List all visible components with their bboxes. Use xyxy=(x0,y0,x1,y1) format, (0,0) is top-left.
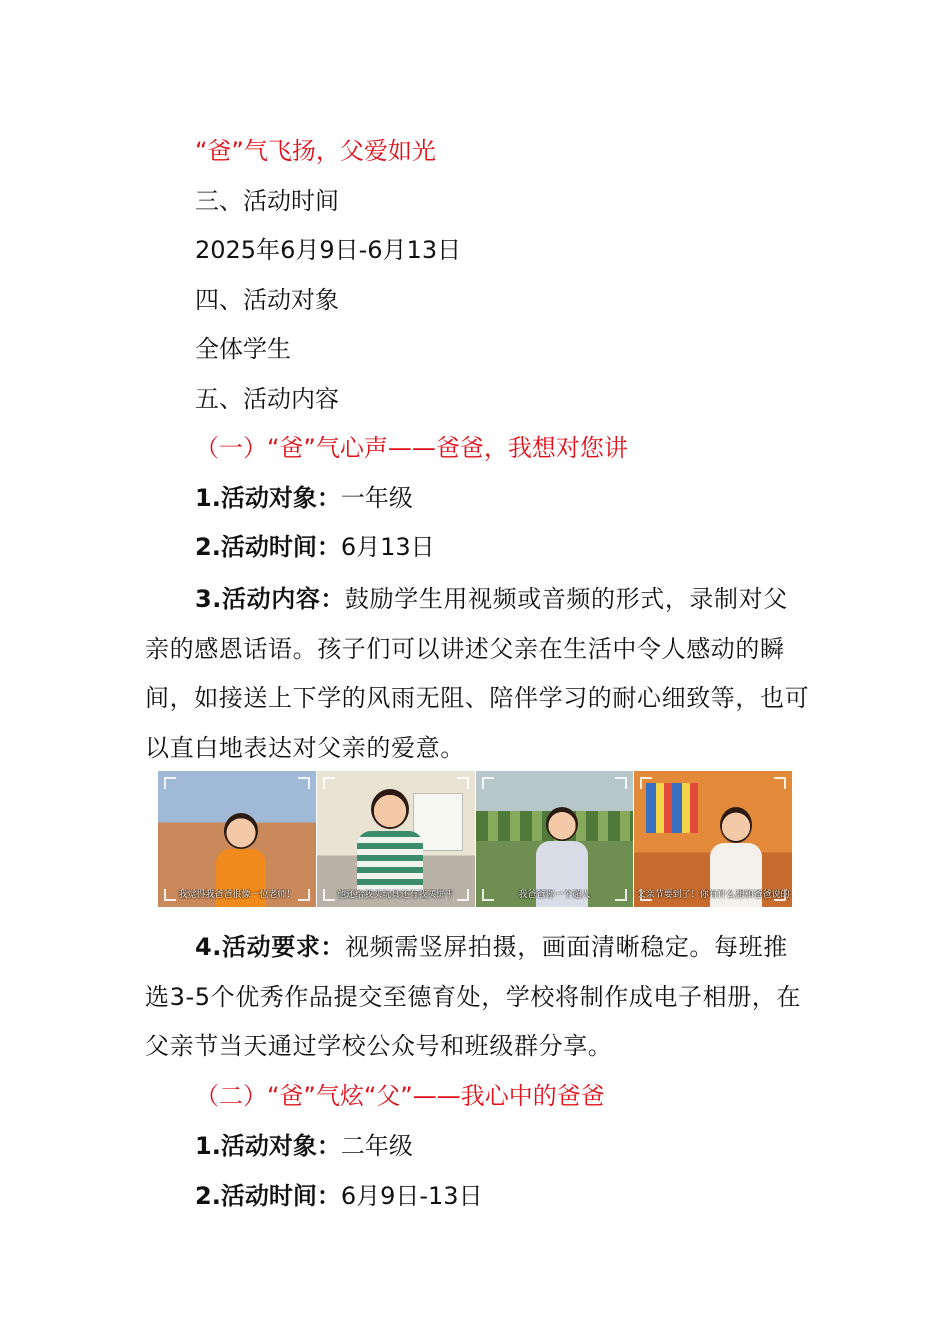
photo-caption: 我爸爸你一个超人 xyxy=(518,890,591,900)
wall-artwork xyxy=(646,783,698,833)
slogan-heading: “爸”气飞扬，父爱如光 xyxy=(195,137,436,165)
photo-strip xyxy=(158,771,792,907)
photo-caption: 我觉得我爸爸很像一位老师！ xyxy=(178,890,296,900)
activity-1-content xyxy=(145,575,810,773)
activity-1-content-value: 鼓励学生用视频或音频的形式，录制对父亲的感恩话语。孩子们可以讲述父亲在生活中令人感动的瞬间，如接送上下学的风雨无阻、陪伴学习的耐心细致等，也可以直白地表达对父亲的爱意。 xyxy=(145,585,810,762)
activity-2-target xyxy=(195,1130,413,1162)
activity-1-requirement-label: 4.活动要求： xyxy=(195,933,346,961)
activity-target-value: 全体学生 xyxy=(195,335,291,363)
activity-1-time xyxy=(195,531,435,563)
section-5-title: 五、活动内容 xyxy=(195,385,339,413)
activity-1-target xyxy=(195,482,413,514)
activity-1-time-label: 2.活动时间： xyxy=(195,533,341,561)
video-frame-3 xyxy=(476,771,635,907)
activity-1-time-value: 6月13日 xyxy=(340,533,435,561)
activity-time-value: 2025年6月9日-6月13日 xyxy=(195,236,462,264)
activity-1-content-label: 3.活动内容： xyxy=(195,585,346,613)
activity-2-target-value: 二年级 xyxy=(340,1132,413,1160)
child-figure xyxy=(371,789,409,829)
video-frame-1 xyxy=(158,771,317,907)
video-frame-2 xyxy=(317,771,476,907)
video-frame-4 xyxy=(634,771,792,907)
child-figure xyxy=(546,807,578,841)
activity-1-target-label: 1.活动对象： xyxy=(195,484,341,512)
activity-2-target-label: 1.活动对象： xyxy=(195,1132,341,1160)
activity-1-requirement xyxy=(145,923,810,1072)
child-figure xyxy=(224,813,258,849)
section-4-title: 四、活动对象 xyxy=(195,286,339,314)
child-shirt xyxy=(357,831,423,891)
activity-1-target-value: 一年级 xyxy=(340,484,413,512)
section-3-title: 三、活动时间 xyxy=(195,187,339,215)
activity-2-time xyxy=(195,1180,483,1212)
activity-2-time-label: 2.活动时间： xyxy=(195,1182,341,1210)
activity-1-requirement-value: 视频需竖屏拍摄，画面清晰稳定。每班推选3-5个优秀作品提交至德育处，学校将制作成电子相册，在父亲节当天通过学校公众号和班级群分享。 xyxy=(145,933,801,1060)
activity-2-title: （二）“爸”气炫“父”——我心中的爸爸 xyxy=(195,1082,605,1110)
activity-1-title: （一）“爸”气心声——爸爸，我想对您讲 xyxy=(195,434,628,462)
photo-caption: 父亲节要到了！你有什么想和爸爸说的 xyxy=(636,890,790,900)
activity-2-time-value: 6月9日-13日 xyxy=(340,1182,483,1210)
photo-caption: 他还给我买玩具还有我买饼干 xyxy=(337,890,455,900)
